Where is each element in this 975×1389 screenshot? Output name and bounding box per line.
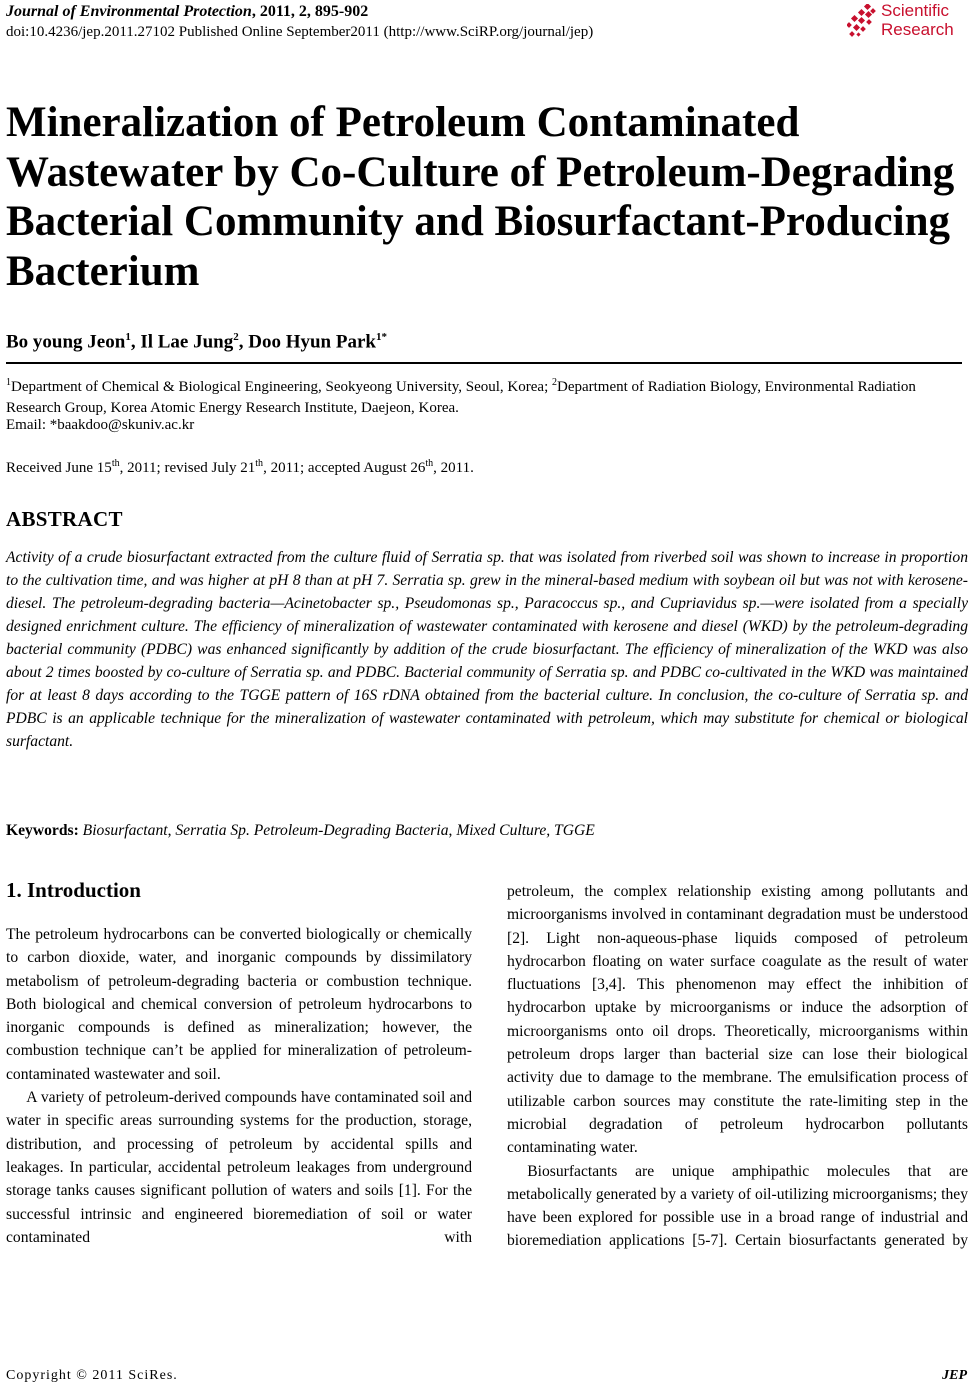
keywords-colon: : [73,822,83,839]
keyword-separator: , [167,822,176,839]
author-affiliation-mark: 1* [375,331,387,343]
affiliation-2: Department of Radiation Biology, Environmental Radiation Research Group, Korea Atomic Energy Research Institute, Daejeon, Korea. [6,379,916,416]
author-separator: , [130,331,141,353]
body-column-left [6,923,472,1249]
journal-citation [6,3,368,21]
author-separator: , [238,331,249,353]
received-dates [6,458,474,477]
year-suffix: , 2011. [433,460,474,476]
logo-word-scientific: Scientific [881,1,950,20]
received-date: Received June 15 [6,460,112,476]
accepted-date: , 2011; accepted August 26 [263,460,426,476]
author-name: Bo young Jeon [6,331,126,353]
footer-journal-abbr: JEP [942,1368,967,1383]
footer-copyright: Copyright © 2011 SciRes. [6,1368,178,1383]
ordinal-suffix: th [255,458,264,469]
logo-word-research: Research [881,20,954,39]
abstract-heading: ABSTRACT [6,507,123,531]
paper-title: Mineralization of Petroleum Contaminated Wastewater by Co-Culture of Petroleum-Degrading Bacterial Community and Biosurfactant-Producing Bacterium [6,99,955,295]
doi-line: doi:10.4236/jep.2011.27102 Published Online September2011 (http://www.SciRP.org/journal/jep) [6,24,594,40]
body-paragraph: The petroleum hydrocarbons can be converted biologically or chemically to carbon dioxide, water, and inorganic compounds by dissimilatory metabolism of petroleum-degrading bacteria or combustion technique. Both biological and chemical conversion of petroleum hydrocarbons to inorganic compounds is defined as mineralization; however, the combustion technique can’t be applied for mineralization of petroleum-contaminated wastewater and soil. [6,926,472,1083]
ordinal-suffix: th [111,458,120,469]
keyword-separator: , [448,822,457,839]
keywords-label: Keywords [6,822,74,839]
affiliation-mark: 1 [6,377,11,388]
author-affiliation-mark: 1 [125,331,131,343]
affiliation-mark: 2 [551,377,557,388]
body-column-right [507,880,968,1253]
body-paragraph: A variety of petroleum-derived compounds have contaminated soil and water in specific areas surrounding systems for the production, storage, distribution, and processing of petroleum by accidental spills and leakages. In particular, accidental petroleum leakages from underground storage tanks causes significant pollution of waters and soils [1]. For the successful intrinsic and engineered bioremediation of soil or water contaminated with [6,1089,472,1246]
abstract-text: Activity of a crude biosurfactant extracted from the culture fluid of Serratia sp. that was isolated from riverbed soil was shown to increase in proportion to the cultivation time, and was higher at pH 8 than at pH 7. Serratia sp. grew in the mineral-based medium with soybean oil but was not with kerosene-diesel. The petroleum-degrading bacteria—Acinetobacter sp., Pseudomonas sp., Paracoccus sp., and Cupriavidus sp.—were isolated from a specially designed enrichment culture. The efficiency of mineralization of wastewater contaminated with kerosene and diesel (WKD) by the petroleum-degrading bacterial community (PDBC) was enhanced significantly by addition of the crude biosurfactant. The efficiency of mineralization of the WKD was also about 2 times boosted by co-culture of Serratia sp. and PDBC. Bacterial community of Serratia sp. and PDBC co-cultivated in the WKD was maintained for at least 8 days according to the TGGE pattern of 16S rDNA obtained from the bacterial culture. In conclusion, the co-culture of Serratia sp. and PDBC is an applicable technique for the mineralization of wastewater contaminated with petroleum, which may substitute for chemical or biological surfactant. [6,549,968,750]
affiliation-1: Department of Chemical & Biological Engineering, Seokyeong University, Seoul, Korea; [11,379,552,395]
keyword: Serratia Sp. Petroleum-Degrading Bacteria [175,822,449,839]
body-paragraph: petroleum, the complex relationship existing among pollutants and microorganisms involved in contaminant degradation must be understood [2]. Light non-aqueous-phase liquids composed of petroleum hydrocarbon floating on water surface coagulate as the result of water fluctuations [3,4]. This phenomenon may effect the inhibition of hydrocarbon uptake by microorganisms or induce the adsorption of microorganisms onto oil drops. Theoretically, microorganisms within petroleum drops larger than bacterial size can lose their biological activity due to damage to the membrane. The emulsification process of utilizable carbon sources may constitute the rate-limiting step in the microbial degradation of petroleum hydrocarbon pollutants contaminating water. [507,883,968,1157]
journal-volume-pages: , 2011, 2, 895-902 [251,3,369,20]
affiliations [6,373,966,418]
ordinal-suffix: th [425,458,434,469]
journal-name: Journal of Environmental Protection [6,3,252,20]
corresponding-email: Email: *baakdoo@skuniv.ac.kr [6,417,195,433]
keywords [6,822,595,840]
section-heading-introduction: 1. Introduction [6,878,141,902]
scientific-research-logo-icon [847,4,879,38]
author-list [6,331,387,353]
author-name: Il Lae Jung [140,331,234,353]
keyword: Mixed Culture, TGGE [456,822,595,839]
keyword: Biosurfactant [82,822,168,839]
body-paragraph: Biosurfactants are unique amphipathic molecules that are metabolically generated by a variety of oil-utilizing microorganisms; they have been explored for possible use in a broad range of industrial and bioremediation applications [5-7]. Certain biosurfactants generated by [507,1162,968,1250]
revised-date: , 2011; revised July 21 [119,460,256,476]
header-divider [6,362,962,364]
publisher-logo [847,2,967,42]
author-name: Doo Hyun Park [248,331,376,353]
author-affiliation-mark: 2 [233,331,239,343]
